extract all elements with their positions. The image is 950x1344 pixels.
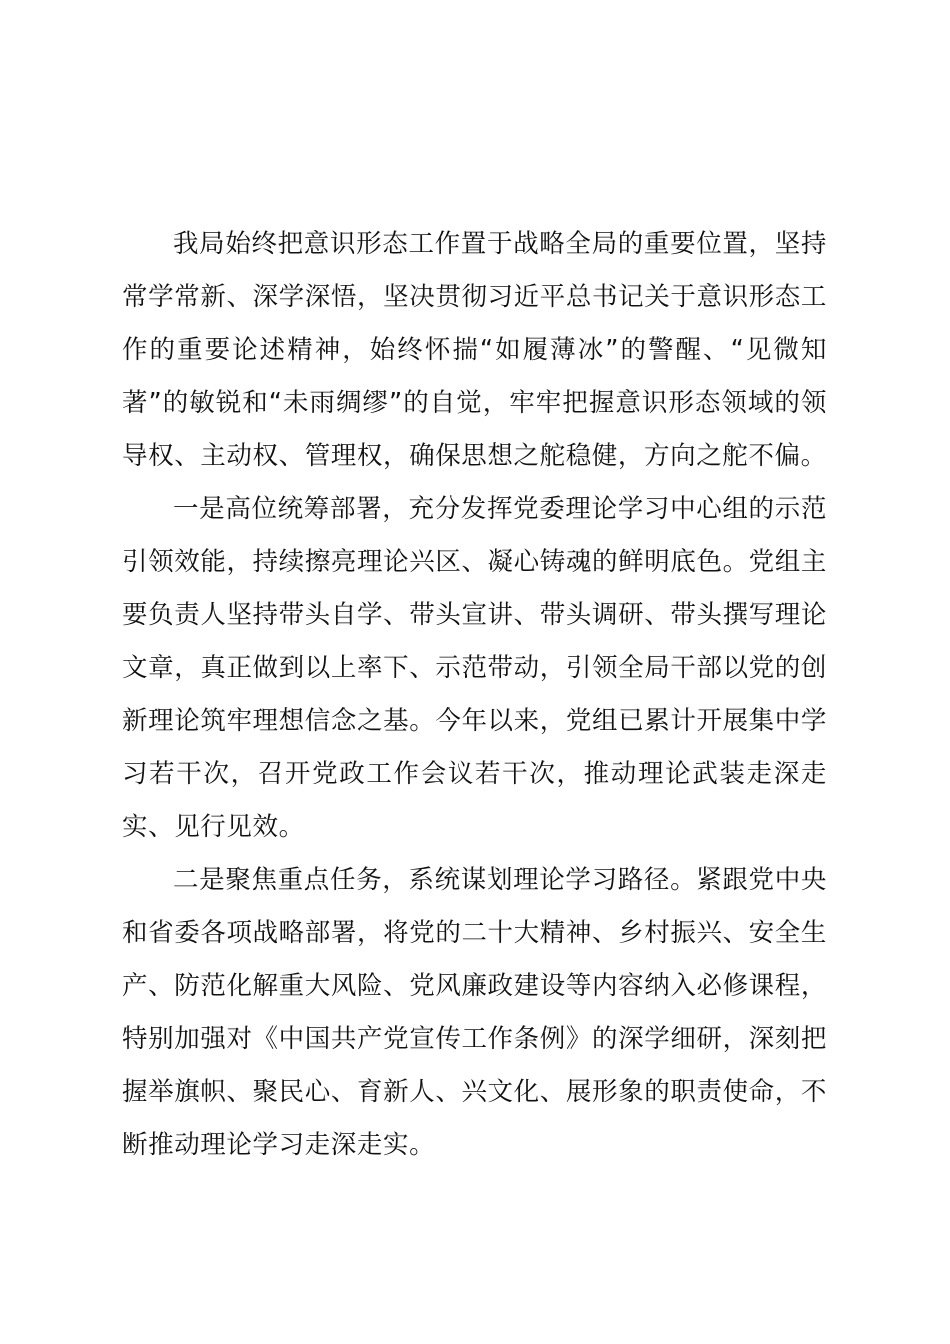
document-body	[122, 218, 827, 1172]
paragraph-intro: 我局始终把意识形态工作置于战略全局的重要位置，坚持常学常新、深学深悟，坚决贯彻习近平总书记关于意识形态工作的重要论述精神，始终怀揣“如履薄冰”的警醒、“见微知著”的敏锐和“未雨绸缪”的自觉，牢牢把握意识形态领域的领导权、主动权、管理权，确保思想之舵稳健，方向之舵不偏。	[122, 229, 827, 471]
paragraph-point-two: 二是聚焦重点任务，系统谋划理论学习路径。紧跟党中央和省委各项战略部署，将党的二十大精神、乡村振兴、安全生产、防范化解重大风险、党风廉政建设等内容纳入必修课程，特别加强对《中国共产党宣传工作条例》的深学细研，深刻把握举旗帜、聚民心、育新人、兴文化、展形象的职责使命，不断推动理论学习走深走实。	[122, 865, 827, 1160]
paragraph-point-one: 一是高位统筹部署，充分发挥党委理论学习中心组的示范引领效能，持续擦亮理论兴区、凝心铸魂的鲜明底色。党组主要负责人坚持带头自学、带头宣讲、带头调研、带头撰写理论文章，真正做到以上率下、示范带动，引领全局干部以党的创新理论筑牢理想信念之基。今年以来，党组已累计开展集中学习若干次，召开党政工作会议若干次，推动理论武装走深走实、见行见效。	[122, 494, 827, 842]
